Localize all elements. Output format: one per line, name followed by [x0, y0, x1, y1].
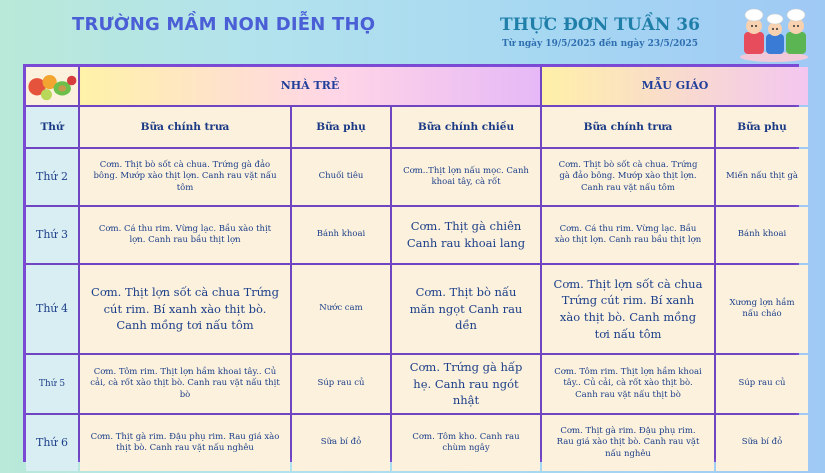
menu-cell: Cơm. Thịt gà rim. Đậu phụ rim. Rau giá xào thịt bò. Canh rau vặt nấu nghêu: [80, 415, 290, 471]
row-day: Thứ 6: [26, 415, 78, 471]
menu-cell: Cơm. Tôm rim. Thịt lợn hầm khoai tây.. Củ cải, cà rốt xào thịt bò. Canh rau vặt nấu thịt bò: [542, 355, 714, 413]
col-header-mg-snack: Bữa phụ: [716, 107, 808, 147]
menu-cell: Cơm. Cá thu rim. Vừng lạc. Bầu xào thịt lợn. Canh rau bầu thịt lợn: [80, 207, 290, 263]
menu-cell: Miến nấu thịt gà: [716, 149, 808, 205]
menu-cell: Cơm. Tôm rim. Thịt lợn hầm khoai tây.. Củ cải, cà rốt xào thịt bò. Canh rau vặt nấu thịt bò: [80, 355, 290, 413]
menu-cell: Nước cam: [292, 265, 390, 353]
menu-cell: Xương lợn hầm nấu cháo: [716, 265, 808, 353]
school-name: TRƯỜNG MẦM NON DIỄN THỌ: [72, 14, 376, 35]
row-day: Thứ 3: [26, 207, 78, 263]
menu-cell: Cơm. Trứng gà hấp hẹ. Canh rau ngót nhật: [392, 355, 540, 413]
menu-cell: Sữa bí đỏ: [716, 415, 808, 471]
row-day: Thứ 5: [26, 355, 78, 413]
menu-cell: Cơm. Cá thu rim. Vừng lạc. Bầu xào thịt lợn. Canh rau bầu thịt lợn: [542, 207, 714, 263]
col-header-nt-lunch: Bữa chính trưa: [80, 107, 290, 147]
menu-cell: Cơm. Thịt gà rim. Đậu phụ rim. Rau giá xào thịt bò. Canh rau vặt nấu nghêu: [542, 415, 714, 471]
menu-week-title: THỰC ĐƠN TUẦN 36: [500, 15, 700, 35]
col-header-day: Thứ: [26, 107, 78, 147]
menu-cell: Cơm. Thịt lợn sốt cà chua Trứng cút rim. Bí xanh xào thịt bò. Canh mồng tơi nấu tôm: [542, 265, 714, 353]
col-header-mg-lunch: Bữa chính trưa: [542, 107, 714, 147]
menu-date-range: Từ ngày 19/5/2025 đến ngày 23/5/2025: [501, 39, 699, 49]
menu-cell: Cơm. Thịt bò sốt cà chua. Trứng gà đảo bông. Mướp xào thịt lợn. Canh rau vặt nấu tôm: [542, 149, 714, 205]
menu-cell: Cơm. Thịt bò sốt cà chua. Trứng gà đảo bông. Mướp xào thịt lợn. Canh rau vặt nấu tôm: [80, 149, 290, 205]
row-day: Thứ 4: [26, 265, 78, 353]
menu-cell: Chuối tiêu: [292, 149, 390, 205]
menu-cell: Súp rau củ: [292, 355, 390, 413]
vegetables-corner: [26, 67, 78, 105]
menu-cell: Bánh khoai: [292, 207, 390, 263]
menu-cell: Cơm. Thịt bò nấu măn ngọt Canh rau dền: [392, 265, 540, 353]
group-mau-giao: MẪU GIÁO: [542, 67, 808, 105]
col-header-nt-snack: Bữa phụ: [292, 107, 390, 147]
row-day: Thứ 2: [26, 149, 78, 205]
menu-cell: Cơm..Thịt lợn nấu mọc. Canh khoai tây, cà rốt: [392, 149, 540, 205]
menu-cell: Sữa bí đỏ: [292, 415, 390, 471]
menu-cell: Bánh khoai: [716, 207, 808, 263]
weekly-menu-table: [23, 64, 799, 462]
menu-cell: Súp rau củ: [716, 355, 808, 413]
vegetables-icon: [26, 67, 78, 105]
group-nha-tre: NHÀ TRẺ: [80, 67, 540, 105]
kids-chefs-icon: [736, 2, 812, 62]
col-header-nt-afternoon: Bữa chính chiều: [392, 107, 540, 147]
menu-cell: Cơm. Thịt gà chiên Canh rau khoai lang: [392, 207, 540, 263]
menu-cell: Cơm. Thịt lợn sốt cà chua Trứng cút rim. Bí xanh xào thịt bò. Canh mồng tơi nấu tôm: [80, 265, 290, 353]
menu-cell: Cơm. Tôm kho. Canh rau chùm ngây: [392, 415, 540, 471]
